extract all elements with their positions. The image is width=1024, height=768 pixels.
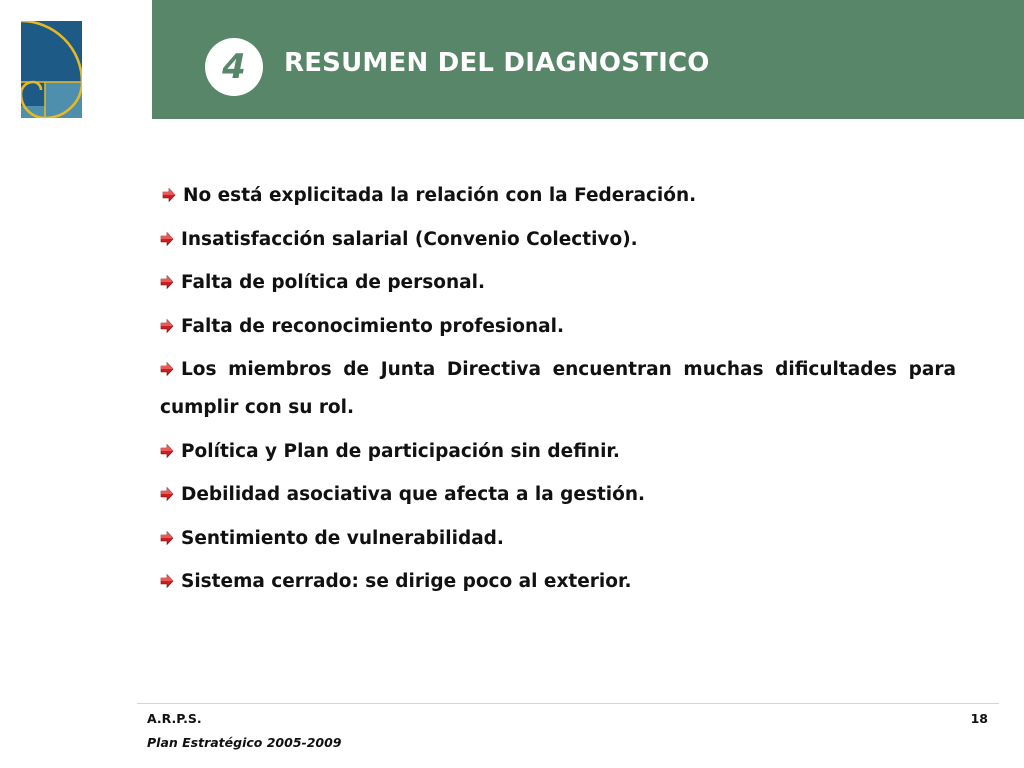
golden-spiral-logo-icon: [21, 21, 82, 118]
section-number-badge: [205, 38, 263, 96]
red-arrow-bullet-icon: [160, 232, 174, 246]
list-item-text: No está explicitada la relación con la Federación.: [183, 185, 697, 206]
footer-divider: [137, 703, 999, 704]
list-item-text: Debilidad asociativa que afecta a la gestión.: [181, 484, 646, 505]
list-item-text: Falta de política de personal.: [181, 272, 485, 293]
red-arrow-bullet-icon: [160, 362, 174, 376]
list-item: [160, 264, 956, 302]
list-item-text: Política y Plan de participación sin definir.: [181, 440, 620, 462]
list-item: [160, 563, 956, 601]
list-item-text: Sentimiento de vulnerabilidad.: [181, 527, 504, 549]
list-item-text: Insatisfacción salarial (Convenio Colectivo).: [181, 228, 638, 250]
red-arrow-bullet-icon: [160, 487, 174, 501]
list-item-text: Falta de reconocimiento profesional.: [181, 315, 564, 337]
list-item: [160, 308, 956, 346]
red-arrow-bullet-icon: [160, 444, 174, 458]
list-item: [160, 433, 956, 471]
section-number: 4: [222, 47, 246, 87]
page-title: RESUMEN DEL DIAGNOSTICO: [284, 48, 710, 78]
list-item: [160, 520, 956, 558]
red-arrow-bullet-icon: [160, 319, 174, 333]
red-arrow-bullet-icon: [160, 275, 174, 289]
red-arrow-bullet-icon: [160, 531, 174, 545]
diagnosis-summary-list: [160, 177, 956, 607]
list-item-text: Los miembros de Junta Directiva encuentran muchas dificultades para cumplir con su rol.: [160, 359, 956, 418]
red-arrow-bullet-icon: [160, 574, 174, 588]
list-item: [160, 476, 956, 514]
page-number: 18: [970, 711, 988, 726]
list-item: [160, 351, 956, 427]
list-item: [160, 221, 956, 259]
list-item: [162, 177, 956, 215]
footer-plan-title: Plan Estratégico 2005-2009: [147, 735, 342, 750]
red-arrow-bullet-icon: [162, 188, 176, 202]
footer-organization: A.R.P.S.: [147, 711, 202, 726]
list-item-text: Sistema cerrado: se dirige poco al exterior.: [181, 571, 632, 592]
